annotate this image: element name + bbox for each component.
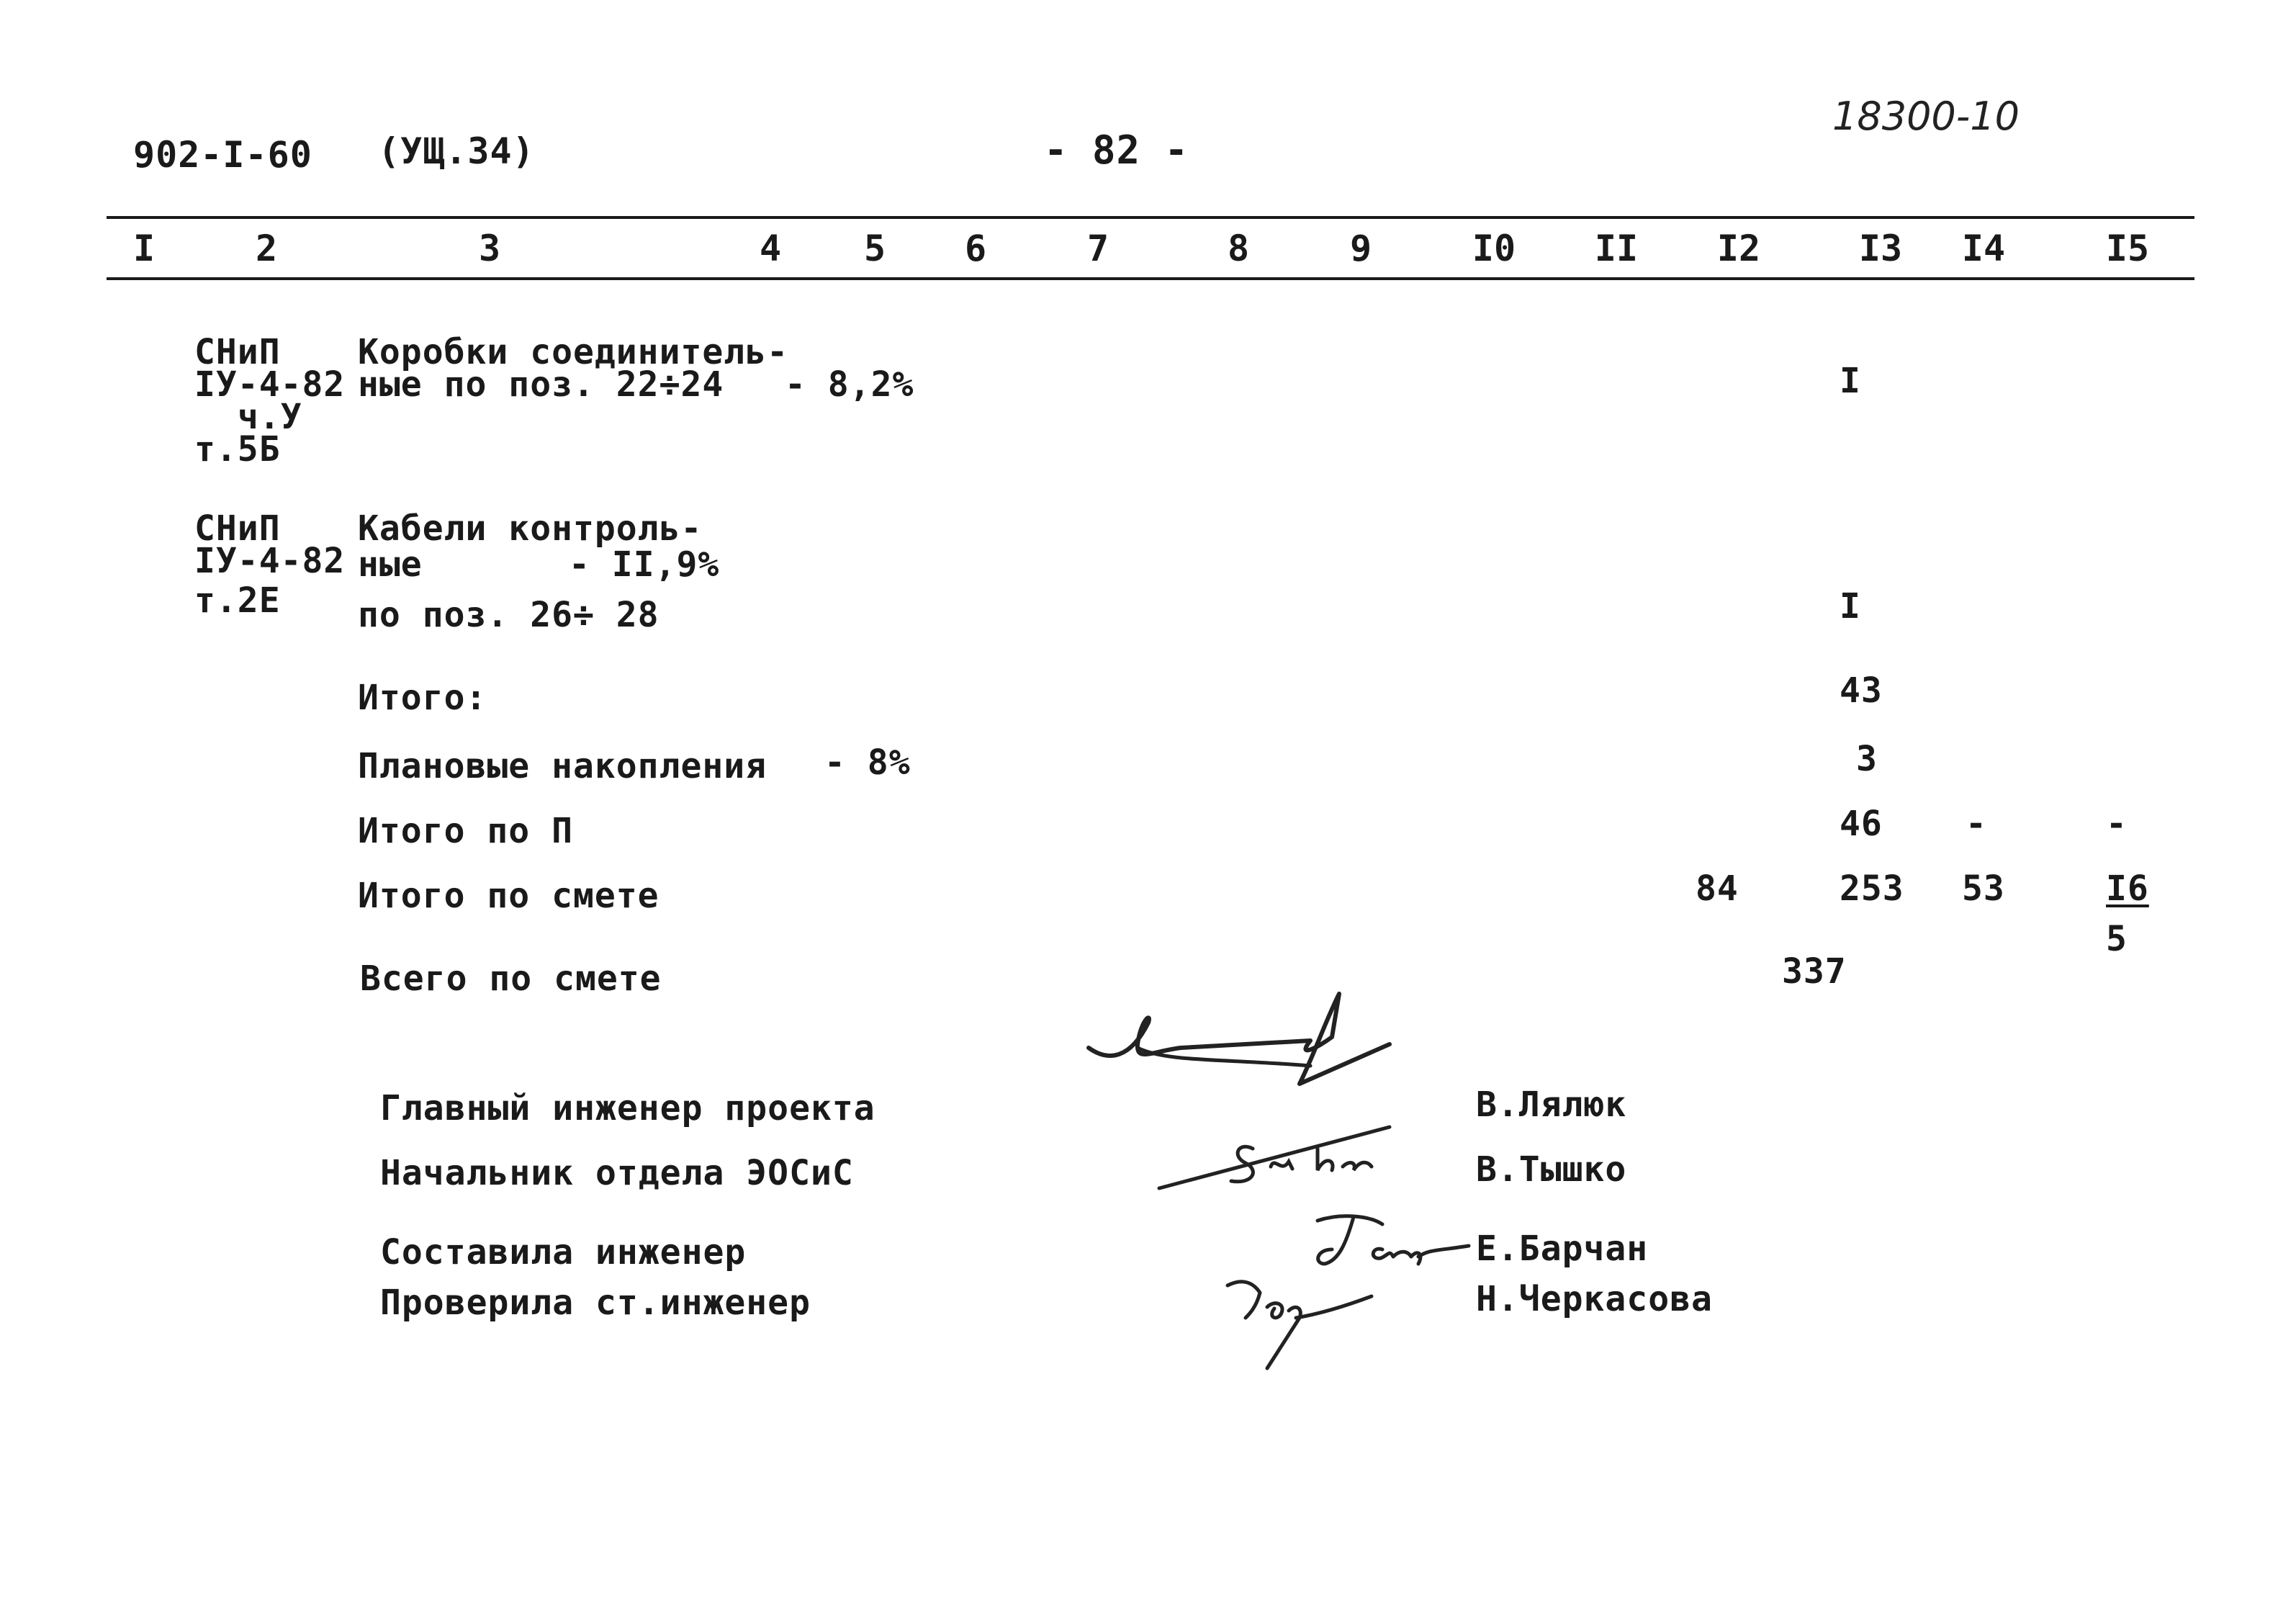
col-6: 6: [964, 228, 987, 269]
r1-basis-2: IУ-4-82: [194, 364, 346, 405]
album-code: (УЩ.34): [378, 130, 535, 172]
r1-desc-1: Коробки соединитель-: [358, 332, 788, 372]
sig-role-4: Проверила ст.инженер: [380, 1283, 811, 1323]
itogo-p-col13: 46: [1840, 804, 1883, 844]
itogo-smeta-col15-top: I6: [2106, 868, 2149, 909]
signature-cherkasova: [1217, 1264, 1382, 1372]
plan-label: Плановые накопления: [358, 746, 767, 786]
page-number: - 82 -: [1044, 127, 1189, 173]
itogo-smeta-label: Итого по смете: [358, 876, 659, 916]
itogo-p-col14: -: [1966, 804, 1987, 844]
col-11: II: [1594, 228, 1639, 269]
r1-basis-1: СНиП: [194, 332, 281, 372]
col-4: 4: [759, 228, 782, 269]
archive-number: 18300-10: [1832, 94, 2020, 139]
itogo-label: Итого:: [358, 678, 487, 718]
col-14: I4: [1961, 228, 2006, 269]
itogo-smeta-col12: 84: [1696, 868, 1739, 909]
top-rule: [107, 216, 2194, 219]
col-15: I5: [2105, 228, 2150, 269]
r1-col13: I: [1840, 361, 1861, 401]
signature-tyshko: [1152, 1098, 1454, 1199]
itogo-smeta-col14: 53: [1962, 868, 2005, 909]
col-8: 8: [1227, 228, 1250, 269]
r2-basis-1: СНиП: [194, 508, 281, 549]
itogo-smeta-col15-bottom: 5: [2106, 919, 2128, 959]
col-2: 2: [255, 228, 278, 269]
plan-col13: 3: [1856, 739, 1878, 779]
r1-percent: - 8,2%: [785, 364, 914, 405]
col-10: I0: [1472, 228, 1516, 269]
col-3: 3: [478, 228, 501, 269]
r2-basis-3: т.2Е: [194, 580, 281, 621]
itogo-p-label: Итого по П: [358, 811, 573, 851]
r2-desc-3: по поз. 26÷ 28: [358, 595, 659, 635]
r2-desc-2: ные: [358, 544, 423, 585]
sig-name-4: Н.Черкасова: [1476, 1279, 1713, 1319]
r1-desc-2: ные по поз. 22÷24: [358, 364, 724, 405]
col-5: 5: [863, 228, 886, 269]
plan-percent: - 8%: [824, 742, 911, 783]
sig-name-3: Е.Барчан: [1476, 1229, 1649, 1269]
col-1: I: [132, 228, 156, 269]
r1-basis-3: ч.У: [238, 397, 302, 437]
doc-number: 902-I-60: [133, 134, 312, 176]
itogo-smeta-col13: 253: [1840, 868, 1904, 909]
r2-col13: I: [1840, 586, 1861, 627]
itogo-p-col15: -: [2106, 804, 2128, 844]
header-bottom-rule: [107, 277, 2194, 280]
r2-desc-1: Кабели контроль-: [358, 508, 703, 549]
col-7: 7: [1086, 228, 1109, 269]
col-13: I3: [1858, 228, 1903, 269]
sig-role-2: Начальник отдела ЭОСиС: [380, 1153, 854, 1193]
vsego-label: Всего по смете: [360, 959, 662, 999]
itogo-col13: 43: [1840, 670, 1883, 711]
vsego-value: 337: [1782, 951, 1847, 992]
sig-name-2: В.Тышко: [1476, 1149, 1627, 1190]
sig-role-3: Составила инженер: [380, 1232, 747, 1272]
sig-name-1: В.Лялюк: [1476, 1085, 1627, 1125]
col-9: 9: [1349, 228, 1372, 269]
col-12: I2: [1716, 228, 1761, 269]
signature-lyalyuk: [1080, 979, 1411, 1109]
r2-basis-2: IУ-4-82: [194, 541, 346, 581]
r1-basis-4: т.5Б: [194, 429, 281, 470]
sig-role-1: Главный инженер проекта: [380, 1088, 875, 1128]
r2-percent: - II,9%: [569, 544, 720, 585]
